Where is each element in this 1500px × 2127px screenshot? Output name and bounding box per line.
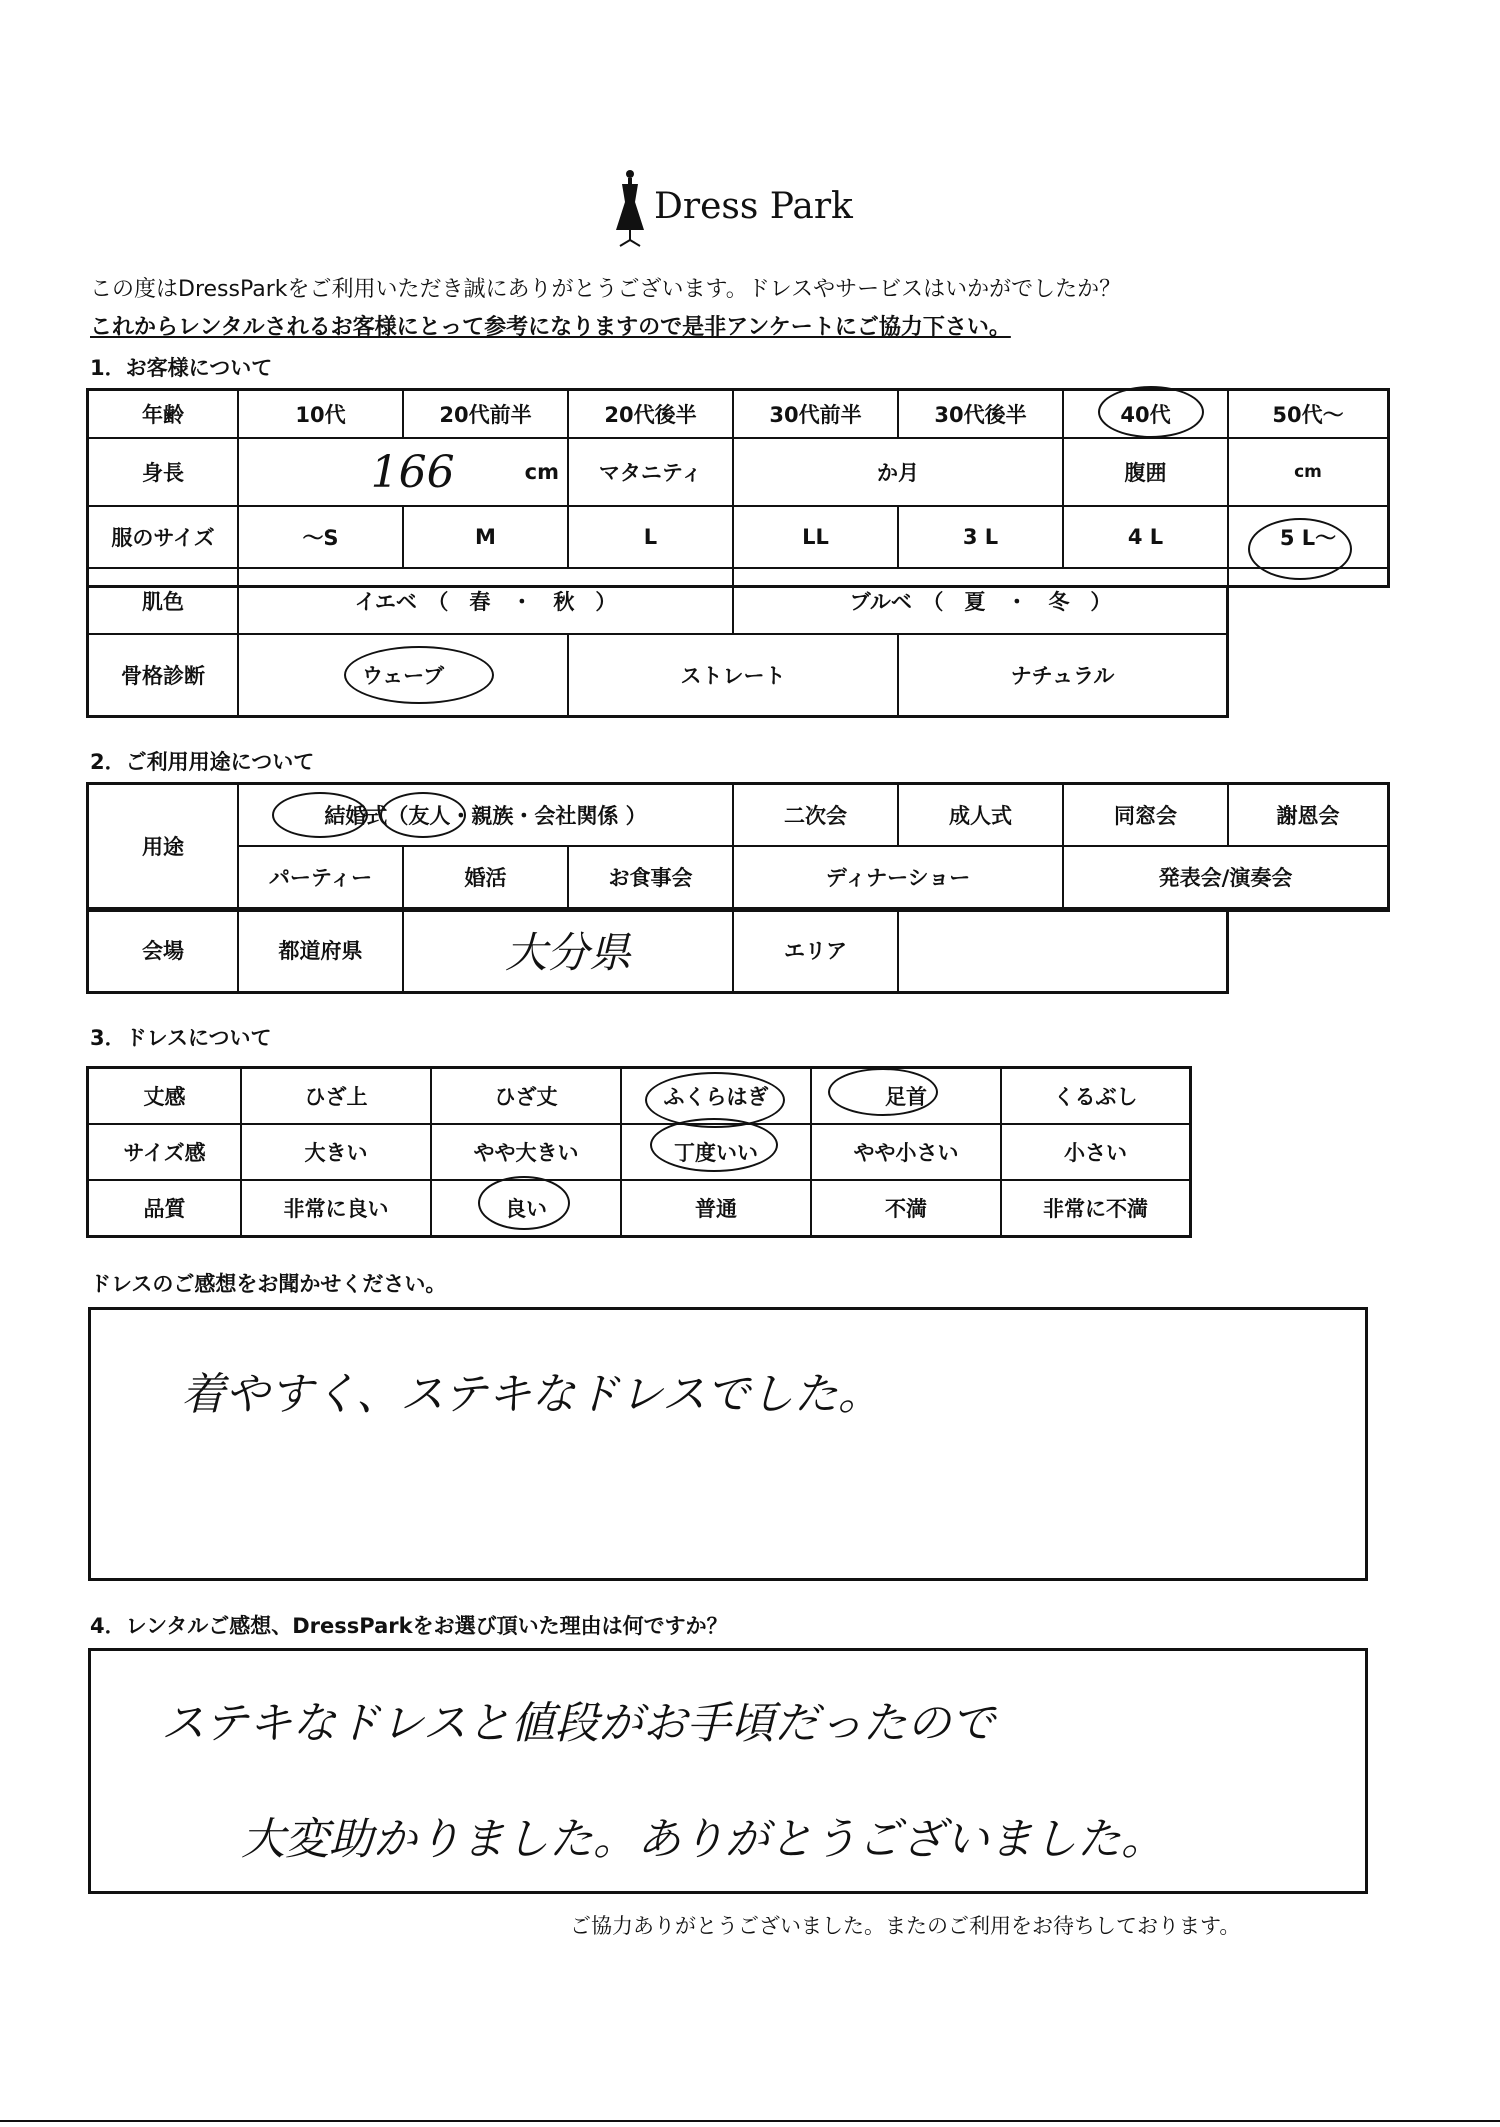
selection-circle <box>272 792 368 838</box>
age-option-selected[interactable]: 40代 <box>1064 391 1229 439</box>
waist-unit: cm <box>1294 462 1322 482</box>
height-field[interactable] <box>239 439 569 507</box>
reason-box[interactable] <box>88 1648 1368 1894</box>
quality-option[interactable]: 非常に良い <box>242 1181 432 1235</box>
bone-label: 骨格診断 <box>89 635 239 715</box>
selection-circle <box>828 1068 938 1116</box>
age-label: 年齢 <box>89 391 239 439</box>
skin-label: 肌色 <box>89 569 239 635</box>
dress-park-logo <box>612 168 872 248</box>
age-option[interactable]: 50代～ <box>1229 391 1387 439</box>
height-label: 身長 <box>89 439 239 507</box>
reason-answer-line1: ステキなドレスと値段がお手頃だったので <box>161 1698 995 1749</box>
area-field[interactable] <box>899 909 1226 991</box>
section1-title: 1．お客様について <box>90 356 273 380</box>
purpose-option[interactable]: 謝恩会 <box>1229 785 1387 847</box>
dress-table <box>86 1066 1192 1238</box>
footer-divider <box>0 2120 1500 2122</box>
age-option[interactable]: 30代前半 <box>734 391 899 439</box>
fit-option[interactable]: やや小さい <box>812 1125 1002 1181</box>
impressions-answer: 着やすく、ステキなドレスでした。 <box>181 1369 882 1420</box>
impressions-box[interactable] <box>88 1307 1368 1581</box>
waist-label: 腹囲 <box>1064 439 1229 507</box>
purpose-option[interactable]: 発表会/演奏会 <box>1064 847 1387 909</box>
venue-label: 会場 <box>89 909 239 991</box>
customer-table <box>86 388 1390 718</box>
bone-option-selected[interactable]: ウェーブ <box>239 635 569 715</box>
length-option-selected[interactable]: 足首 <box>812 1069 1002 1125</box>
age-option[interactable]: 20代後半 <box>569 391 734 439</box>
quality-label: 品質 <box>89 1181 242 1235</box>
purpose-option[interactable]: パーティー <box>239 847 404 909</box>
waist-field[interactable] <box>1229 439 1387 507</box>
fit-option[interactable]: 小さい <box>1002 1125 1189 1181</box>
fit-option[interactable]: 大きい <box>242 1125 432 1181</box>
bone-option[interactable]: ナチュラル <box>1010 664 1115 688</box>
size-label: 服のサイズ <box>89 507 239 569</box>
size-option[interactable]: LL <box>734 507 899 569</box>
section3-title: 3．ドレスについて <box>90 1026 272 1050</box>
maternity-unit: か月 <box>877 461 919 485</box>
prefecture-label: 都道府県 <box>239 909 404 991</box>
fit-label: サイズ感 <box>89 1125 242 1181</box>
skin-blue-option[interactable]: ブルベ （ 夏 ・ 冬 ） <box>734 569 1229 635</box>
purpose-option[interactable]: 成人式 <box>899 785 1064 847</box>
height-value: 166 <box>370 446 455 498</box>
length-option-selected[interactable]: ふくらはぎ <box>622 1069 812 1125</box>
maternity-label: マタニティ <box>569 439 734 507</box>
size-option-selected[interactable]: 5 L～ <box>1229 507 1387 569</box>
closing-text: ご協力ありがとうございました。またのご利用をお待ちしております。 <box>570 1914 1241 1938</box>
area-label: エリア <box>734 909 899 991</box>
selection-circle <box>380 792 466 838</box>
size-option[interactable]: 3 L <box>899 507 1064 569</box>
purpose-wedding-option[interactable]: 結婚式（友人・親族・会社関係 ） <box>239 785 734 847</box>
length-option[interactable]: くるぶし <box>1002 1069 1189 1125</box>
size-option[interactable]: L <box>569 507 734 569</box>
maternity-field[interactable] <box>734 439 1064 507</box>
length-option[interactable]: ひざ丈 <box>432 1069 622 1125</box>
intro-request-text: これからレンタルされるお客様にとって参考になりますので是非アンケートにご協力下さい。 <box>90 315 1011 340</box>
length-option[interactable]: ひざ上 <box>242 1069 432 1125</box>
purpose-option[interactable]: 二次会 <box>734 785 899 847</box>
intro-text: この度はDressParkをご利用いただき誠にありがとうございます。ドレスやサービスはいかがでしたか？ <box>90 277 1122 302</box>
age-option[interactable]: 10代 <box>239 391 404 439</box>
purpose-option[interactable]: 婚活 <box>404 847 569 909</box>
prefecture-value: 大分県 <box>504 928 631 977</box>
age-option[interactable]: 20代前半 <box>404 391 569 439</box>
height-unit: cm <box>524 460 559 484</box>
purpose-option[interactable]: お食事会 <box>569 847 734 909</box>
prefecture-field[interactable] <box>404 909 734 991</box>
logo-text: Dress Park <box>654 186 853 227</box>
size-option[interactable]: ～S <box>239 507 404 569</box>
length-label: 丈感 <box>89 1069 242 1125</box>
size-option[interactable]: 4 L <box>1064 507 1229 569</box>
selection-circle <box>344 646 494 704</box>
fit-option[interactable]: やや大きい <box>432 1125 622 1181</box>
quality-option[interactable]: 不満 <box>812 1181 1002 1235</box>
bone-option[interactable]: ストレート <box>569 635 899 715</box>
size-option[interactable]: M <box>404 507 569 569</box>
fit-option-selected[interactable]: 丁度いい <box>622 1125 812 1181</box>
purpose-option[interactable]: 同窓会 <box>1064 785 1229 847</box>
section2-title: 2．ご利用用途について <box>90 750 315 774</box>
selection-circle <box>1248 518 1352 580</box>
selection-circle <box>478 1176 570 1230</box>
quality-option-selected[interactable]: 良い <box>432 1181 622 1235</box>
quality-option[interactable]: 普通 <box>622 1181 812 1235</box>
purpose-option[interactable]: ディナーショー <box>734 847 1064 909</box>
selection-circle <box>1098 386 1204 438</box>
skin-yellow-option[interactable]: イエベ （ 春 ・ 秋 ） <box>239 569 734 635</box>
reason-answer-line2: 大変助かりました。ありがとうございました。 <box>241 1814 1165 1865</box>
dress-mannequin-icon <box>612 168 648 248</box>
purpose-label: 用途 <box>89 785 239 909</box>
quality-option[interactable]: 非常に不満 <box>1043 1197 1148 1221</box>
section4-title: 4．レンタルご感想、DressParkをお選び頂いた理由は何ですか？ <box>90 1614 728 1638</box>
age-option[interactable]: 30代後半 <box>899 391 1064 439</box>
selection-circle <box>650 1118 778 1172</box>
impressions-prompt: ドレスのご感想をお聞かせください。 <box>90 1272 447 1296</box>
